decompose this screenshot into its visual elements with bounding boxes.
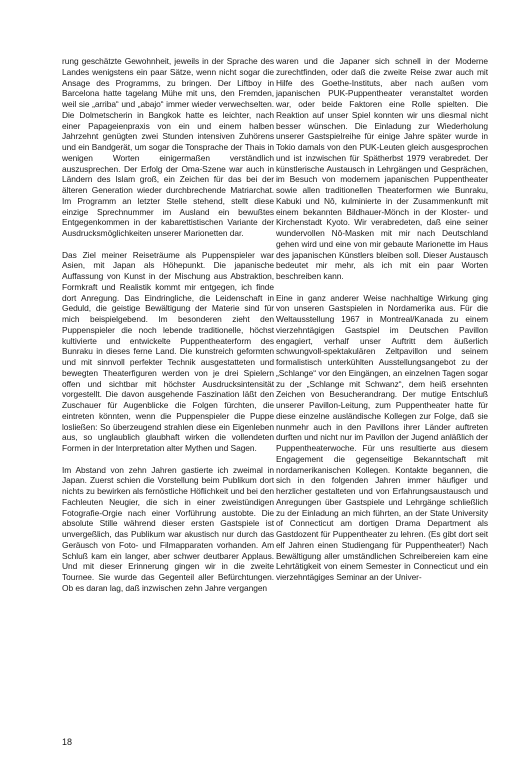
right-text-column — [276, 56, 488, 594]
paragraph: Eine in ganz anderer Weise nachhaltige Wirkung ging von unseren Gastspielen in Nordamerika aus. Für die Weltausstellung 1967 in Montreal/Kanada zu einem vierzehntägigen Gastspiel im Deutschen Pavillon engagiert, verhalf unser Auftritt dem äußerlich schwungvoll-spektakulären Zeltpavillon und seinem formalistisch unterkühlten Ausstellungsangebot zu der „Schlange“ vor den Eingängen, an einzelnen Tagen sogar zu der „Schlange mit Schwanz“, dem heiß ersehnten Zeichen von Besucherandrang. Der mutige Entschluß unserer Pavillon-Leitung, zum Puppentheater hatte für diese einzelne ausländische Kollegen zur Folge, daß sie nunmehr auch in den Pavillons ihrer Länder auftreten durften und nicht nur im Pavillon der Jugend anläßlich der Puppentheaterwoche. Für uns resultierte aus diesem Engagement die gegenseitige Bekanntschaft mit nordamerikanischen Kollegen. Kontakte begannen, die sich in den folgenden Jahren immer häufiger und herzlicher gestalteten und von Erfahrungsaustausch und Anregungen über Gastspiele und Lehrgänge schließlich zu der Einladung an mich führten, an der State University of Connecticut am dortigen Drama Department als Gastdozent für Puppentheater zu lehren. (Es gibt dort seit elf Jahren einen Studiengang für Puppentheater!) Nach Bewältigung aller umständlichen Schreibereien kam eine Lehrtätigkeit von einem Semester in Connecticut und ein vierzehntägiges Seminar an der Univer- — [276, 292, 488, 582]
page-number: 18 — [62, 737, 73, 747]
paragraph: Im Abstand von zehn Jahren gastierte ich zweimal in Japan. Zuerst schien die Vorstellung beim Publikum dort nichts zu bewirken als fernöstliche Höflichkeit und bei den Fachleuten Neugier, die sich in einer zweistündigen Fotografie-Orgie nach einer Vorführung austobte. Die absolute Stille während dieser ersten Gastspiele ist unvergeßlich, das Publikum war akustisch nur durch das Geräusch von Foto- und Filmapparaten vorhanden. Am Schluß kam ein langer, aber schwer deutbarer Applaus. Und mit dieser Erinnerung gingen wir in die zweite Tournee. Sie wurde das Gegenteil aller Befürchtungen. Ob es daran lag, daß inzwischen zehn Jahre vergangen — [62, 464, 274, 593]
paragraph: Das Ziel meiner Reiseträume als Puppenspieler war Asien, mit Japan als Höhepunkt. Die japanische Auffassung von Kunst in der Mischung aus Abstraktion, Formkraft und Realistik kommt mir entgegen, ich finde dort Anregung. Das Eindringliche, die Leidenschaft in Geduld, die geistige Bewältigung der Materie sind für mich beispielgebend. Im besonderen zieht den Puppenspieler die noch lebende traditionelle, höchst kultivierte und entwickelte Puppentheaterform des Bunraku in dieses ferne Land. Die kunstreich geformten und mit sinnvoll perfekter Technik ausgestatteten und bewegten Theaterfiguren werden von je drei Spielern offen und sichtbar mit höchster Ausdrucksintensität vorgestellt. Die davon ausgehende Faszination läßt den Zuschauer für Augenblicke die Folgen fürchten, die eintreten könnten, wenn die Puppenspieler die Puppe losließen: So überzeugend strahlen diese ein Eigenleben aus, so unglaublich glaubhaft wirken die vollendeten Formen in der Interpretation alter Mythen und Sagen. — [62, 249, 274, 453]
paragraph: rung geschätzte Gewohnheit, jeweils in der Sprache des Landes wenigstens ein paar Sätze, wenn nicht sogar die Ansage des Programms, zu bringen. Der Liftboy in Barcelona hatte tagelang Mühe mit uns, den Fremden, weil sie „arriba“ und „abajo“ immer wieder verwechselten. Die Dolmetscherin in Bangkok hatte es leichter, nach einer Papageienpraxis von ein und einem halben Jahrzehnt genügten zwei Stunden intensiven Zuhörens und ein Bandgerät, um sogar die Tonsprache der Thais in wenigen Worten einigermaßen verständlich auszusprechen. Der Erfolg der Oma-Szene war auch in Ländern des Islam groß, ein Zeichen für das bei der älteren Generation wieder durchbrechende Matriarchat. Im Programm an letzter Stelle stehend, stellt diese einzige Sprechnummer im Ausland ein bewußtes Entgegenkommen in der kabarettistischen Variante der Ausdrucksmöglichkeiten unserer Marionetten dar. — [62, 56, 274, 238]
left-text-column — [62, 56, 274, 604]
paragraph: waren und die Japaner sich schnell in der Moderne zurechtfinden, oder daß die zweite Reise zwar auch mit Hilfe des Goethe-Instituts, aber nach außen vom japanischen PUK-Puppentheater veranstaltet worden war, oder beide Faktoren eine Rolle spielten. Die Reaktion auf unser Spiel konnten wir uns diesmal nicht besser wünschen. Die Einladung zur Wiederholung unserer Gastspielreihe für einige Jahre später wurde in Tokio damals von den PUK-Leuten gleich ausgesprochen und ist inzwischen für Spätherbst 1979 verabredet. Der künstlerische Austausch in Lehrgängen und Gesprächen, im Besuch von modernem japanischen Puppentheater sowie allen traditionellen Theaterformen wie Bunraku, Kabuki und Nô, kulminierte in der Zusammenkunft mit einem bekannten Bildhauer-Mönch in der Kloster- und Kirchenstadt Kyoto. Wir verabredeten, daß eine seiner wundervollen Nô-Masken mit mir nach Deutschland gehen wird und eine von mir gebaute Marionette im Haus des japanischen Künstlers bleiben soll. Dieser Austausch bedeutet mir mehr, als ich mit ein paar Worten beschreiben kann. — [276, 56, 488, 281]
